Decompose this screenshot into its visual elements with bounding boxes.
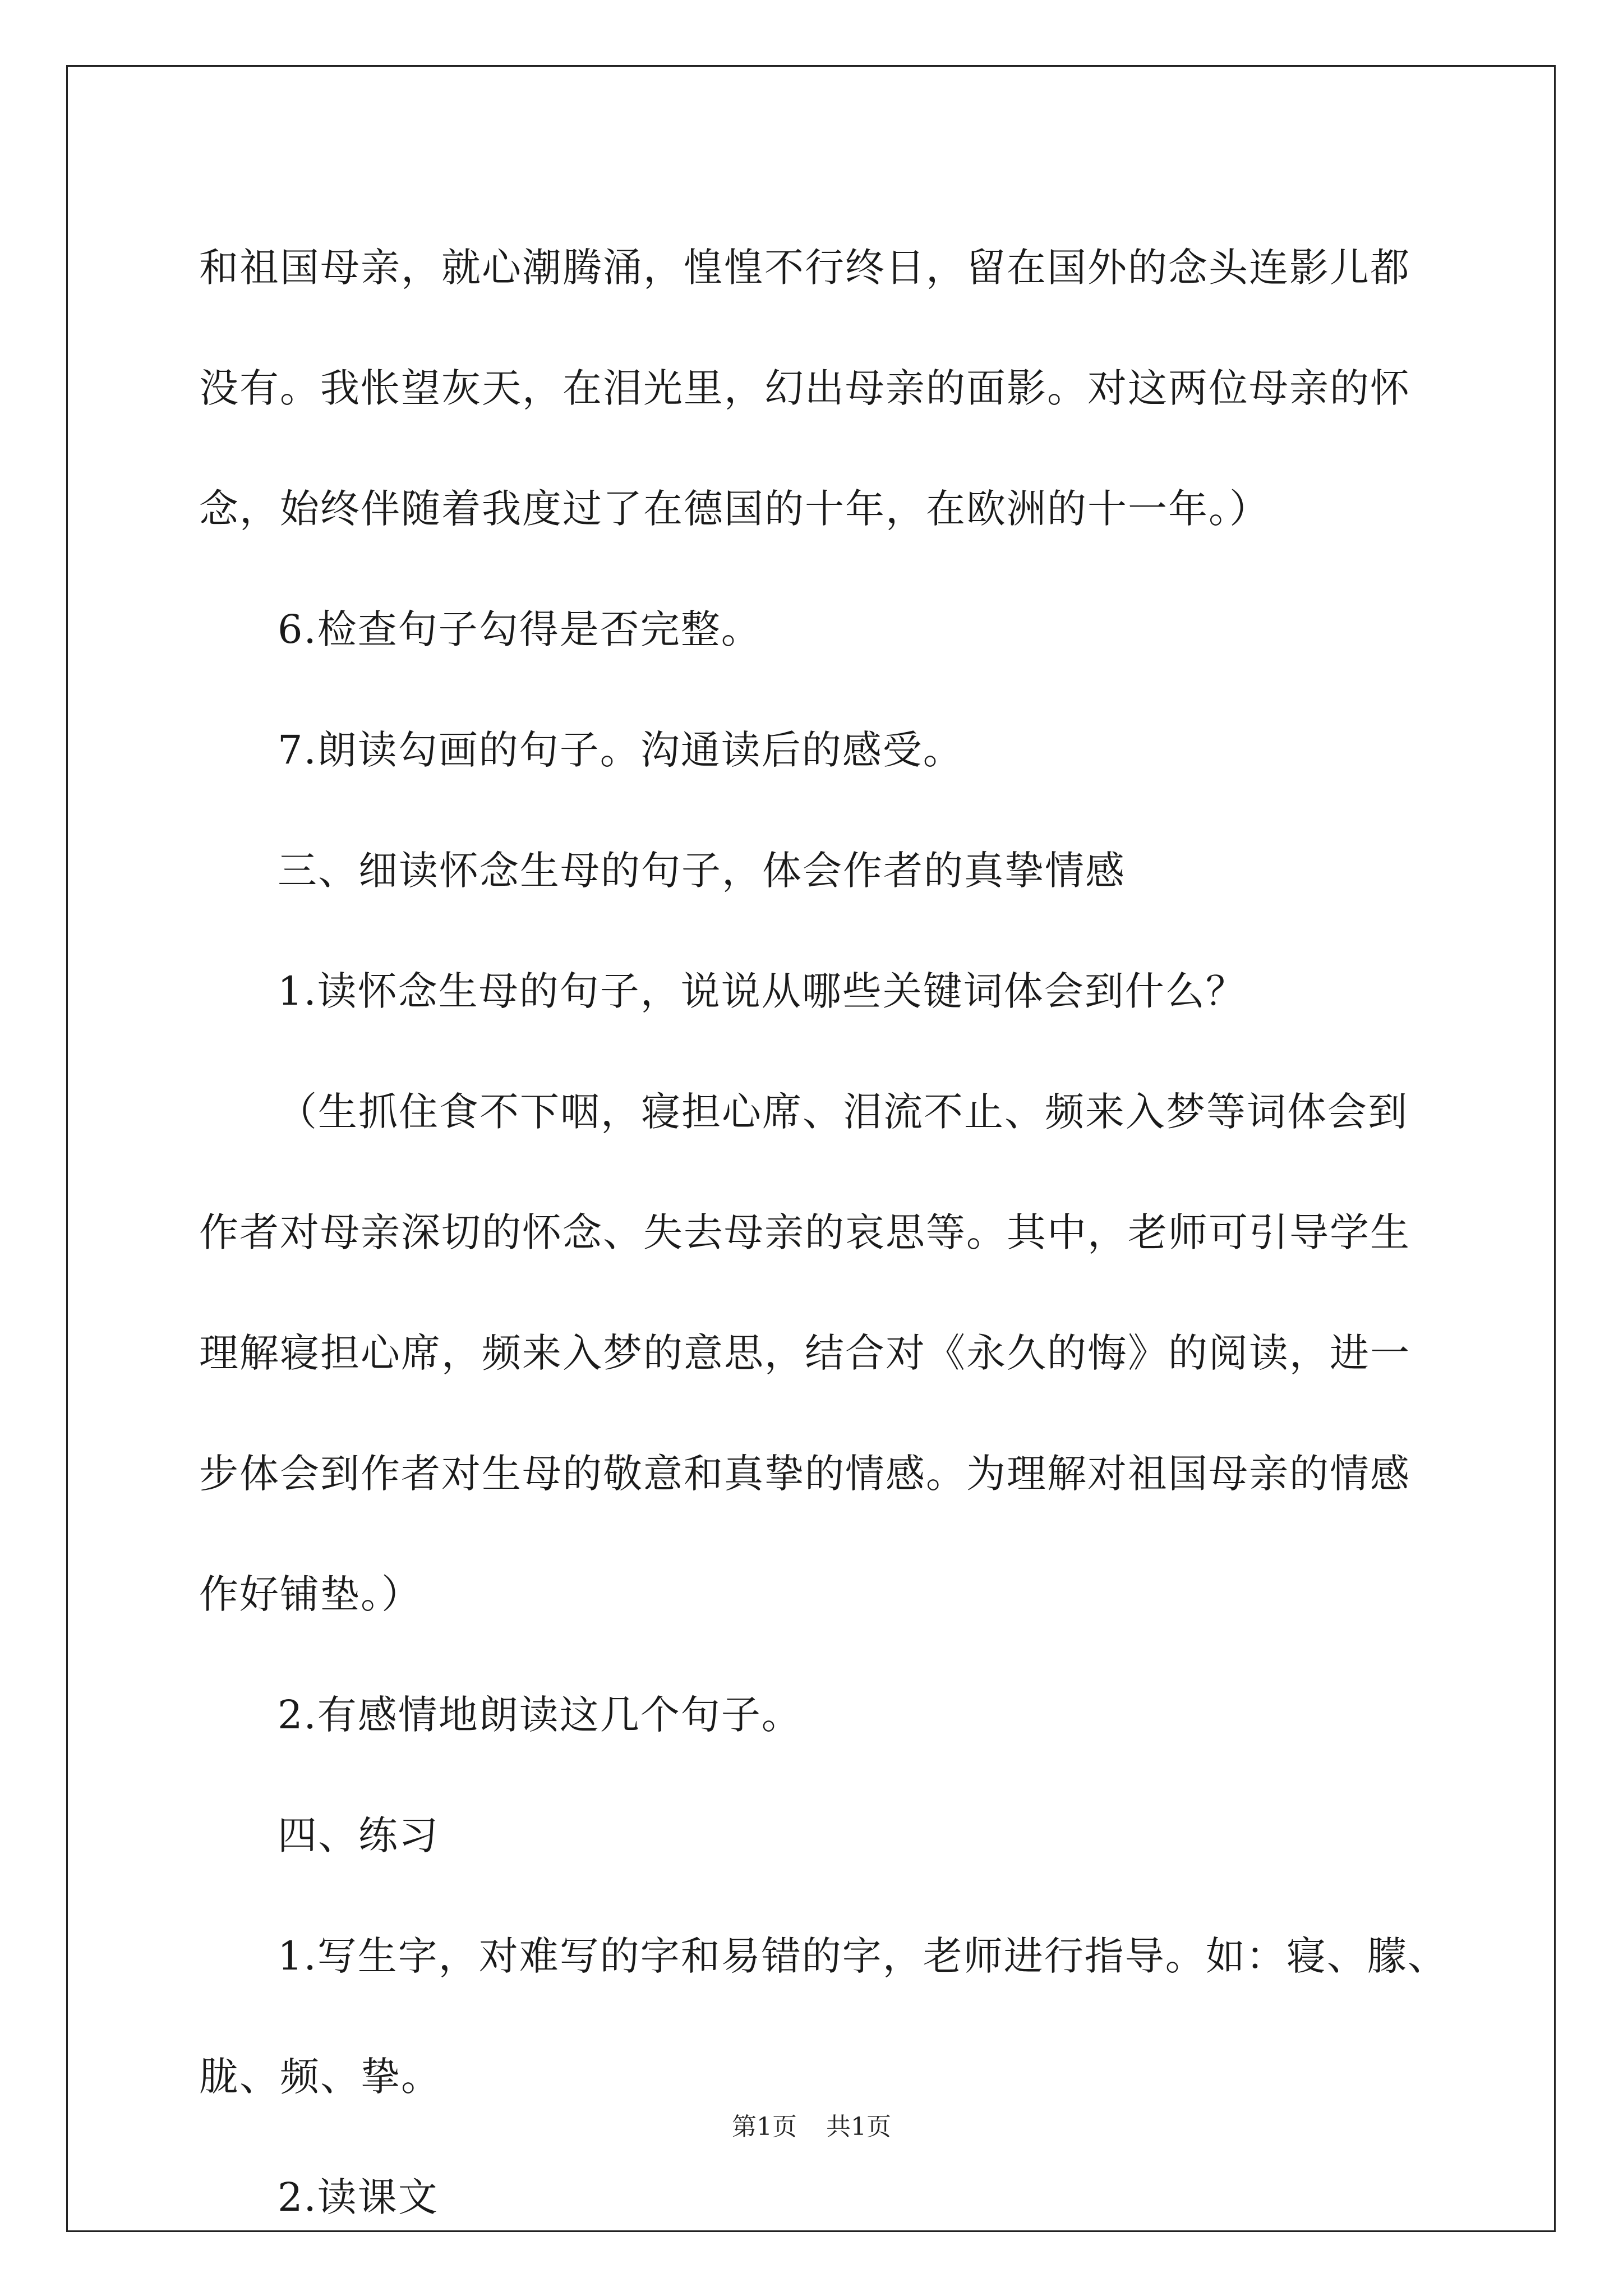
- page-number-current: 第1页: [732, 2113, 797, 2141]
- text-line-2: 没有。我怅望灰天，在泪光里，幻出母亲的面影。对这两位母亲的怀: [199, 365, 1410, 411]
- text-line-3: 念，始终伴随着我度过了在德国的十年，在欧洲的十一年。）: [199, 486, 1270, 532]
- page-footer: [0, 2110, 1623, 2144]
- text-line-17: 2.读课文: [278, 2174, 439, 2220]
- text-line-9: 作者对母亲深切的怀念、失去母亲的哀思等。其中，老师可引导学生: [199, 1209, 1410, 1255]
- text-line-1: 和祖国母亲，就心潮腾涌，惶惶不行终日，留在国外的念头连影儿都: [199, 245, 1410, 291]
- text-line-7: 1.读怀念生母的句子，说说从哪些关键词体会到什么？: [278, 968, 1246, 1014]
- text-line-5: 7.朗读勾画的句子。沟通读后的感受。: [278, 727, 963, 773]
- text-line-13: 2.有感情地朗读这几个句子。: [278, 1692, 802, 1738]
- page-number-total: 共1页: [826, 2113, 891, 2141]
- text-line-11: 步体会到作者对生母的敬意和真挚的情感。为理解对祖国母亲的情感: [199, 1451, 1410, 1497]
- text-line-8: （生抓住食不下咽，寝担心席、泪流不止、频来入梦等词体会到: [278, 1089, 1408, 1135]
- document-body: [199, 208, 1467, 2258]
- text-line-10: 理解寝担心席，频来入梦的意思，结合对《永久的悔》的阅读，进一: [199, 1330, 1410, 1376]
- text-line-12: 作好铺垫。）: [199, 1571, 422, 1617]
- text-line-4: 6.检查句子勾得是否完整。: [278, 606, 762, 652]
- section-heading-3: 三、细读怀念生母的句子，体会作者的真挚情感: [278, 848, 1126, 894]
- text-line-15: 1.写生字，对难写的字和易错的字，老师进行指导。如：寝、朦、: [278, 1933, 1448, 1979]
- text-line-16: 胧、频、挚。: [199, 2054, 441, 2100]
- section-heading-4: 四、练习: [278, 1812, 439, 1858]
